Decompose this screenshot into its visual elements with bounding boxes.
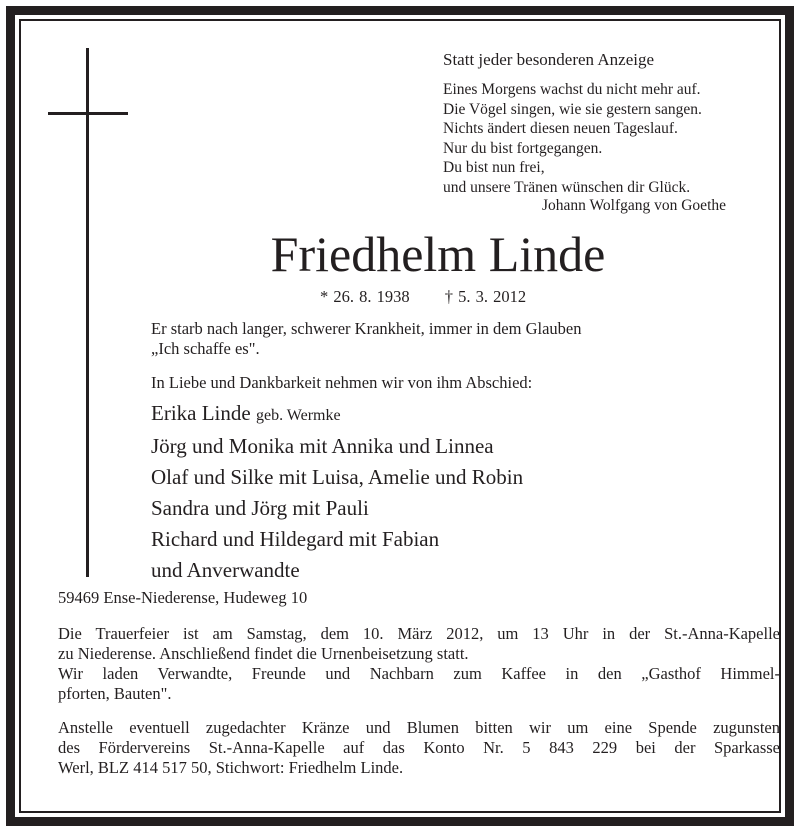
cross-vertical-bar: [86, 48, 89, 577]
family-list: [151, 398, 523, 586]
family-member: Jörg und Monika mit Annika und Linnea: [151, 434, 494, 458]
family-member: Olaf und Silke mit Luisa, Amelie und Robin: [151, 465, 524, 489]
spouse-maiden-name: geb. Wermke: [255, 407, 341, 424]
birth-date: * 26. 8. 1938: [320, 287, 410, 306]
donation-info: [58, 718, 780, 778]
donation-line: des Fördervereins St.-Anna-Kapelle auf das Konto Nr. 5 843 229 bei der Sparkasse: [58, 738, 780, 757]
poem-line: Die Vögel singen, wie sie gestern sangen.: [443, 100, 702, 118]
address: 59469 Ense-Niederense, Hudeweg 10: [58, 588, 308, 607]
poem-line: Nichts ändert diesen neuen Tageslauf.: [443, 120, 678, 137]
family-member: Sandra und Jörg mit Pauli: [151, 496, 369, 520]
cross-horizontal-bar: [48, 112, 128, 115]
deceased-name: Friedhelm Linde: [270, 226, 606, 282]
statement-line: Er starb nach langer, schwerer Krankheit, immer in dem Glauben: [151, 319, 582, 338]
donation-line: Anstelle eventuell zugedachter Kränze und Blumen bitten wir um eine Spende zugunsten: [58, 718, 780, 737]
intro-line: Statt jeder besonderen Anzeige: [443, 50, 655, 69]
poem: [443, 80, 702, 197]
poem-line: Du bist nun frei,: [443, 159, 545, 176]
statement: [151, 319, 581, 359]
spouse-line: [151, 398, 523, 431]
death-date: † 5. 3. 2012: [444, 287, 527, 306]
poem-line: Nur du bist fortgegangen.: [443, 139, 603, 157]
family-member: und Anverwandte: [151, 558, 300, 582]
family-member: Richard und Hildegard mit Fabian: [151, 527, 440, 551]
ceremony-info: [58, 624, 780, 704]
ceremony-line: pforten, Bauten".: [58, 684, 172, 703]
farewell-line: In Liebe und Dankbarkeit nehmen wir von ihm Abschied:: [151, 373, 533, 392]
poem-line: und unsere Tränen wünschen dir Glück.: [443, 178, 691, 196]
ceremony-line: Die Trauerfeier ist am Samstag, dem 10. März 2012, um 13 Uhr in der St.-Anna-Kapelle: [58, 624, 780, 643]
life-dates: [320, 287, 526, 307]
poem-author: Johann Wolfgang von Goethe: [542, 197, 727, 214]
spouse-name: Erika Linde: [151, 401, 251, 425]
poem-line: Eines Morgens wachst du nicht mehr auf.: [443, 81, 701, 98]
statement-line: „Ich schaffe es".: [151, 339, 260, 358]
donation-line: Werl, BLZ 414 517 50, Stichwort: Friedhelm Linde.: [58, 758, 404, 777]
ceremony-line: Wir laden Verwandte, Freunde und Nachbarn zum Kaffee in den „Gasthof Himmel-: [58, 664, 780, 683]
ceremony-line: zu Niederense. Anschließend findet die Urnenbeisetzung statt.: [58, 644, 469, 663]
